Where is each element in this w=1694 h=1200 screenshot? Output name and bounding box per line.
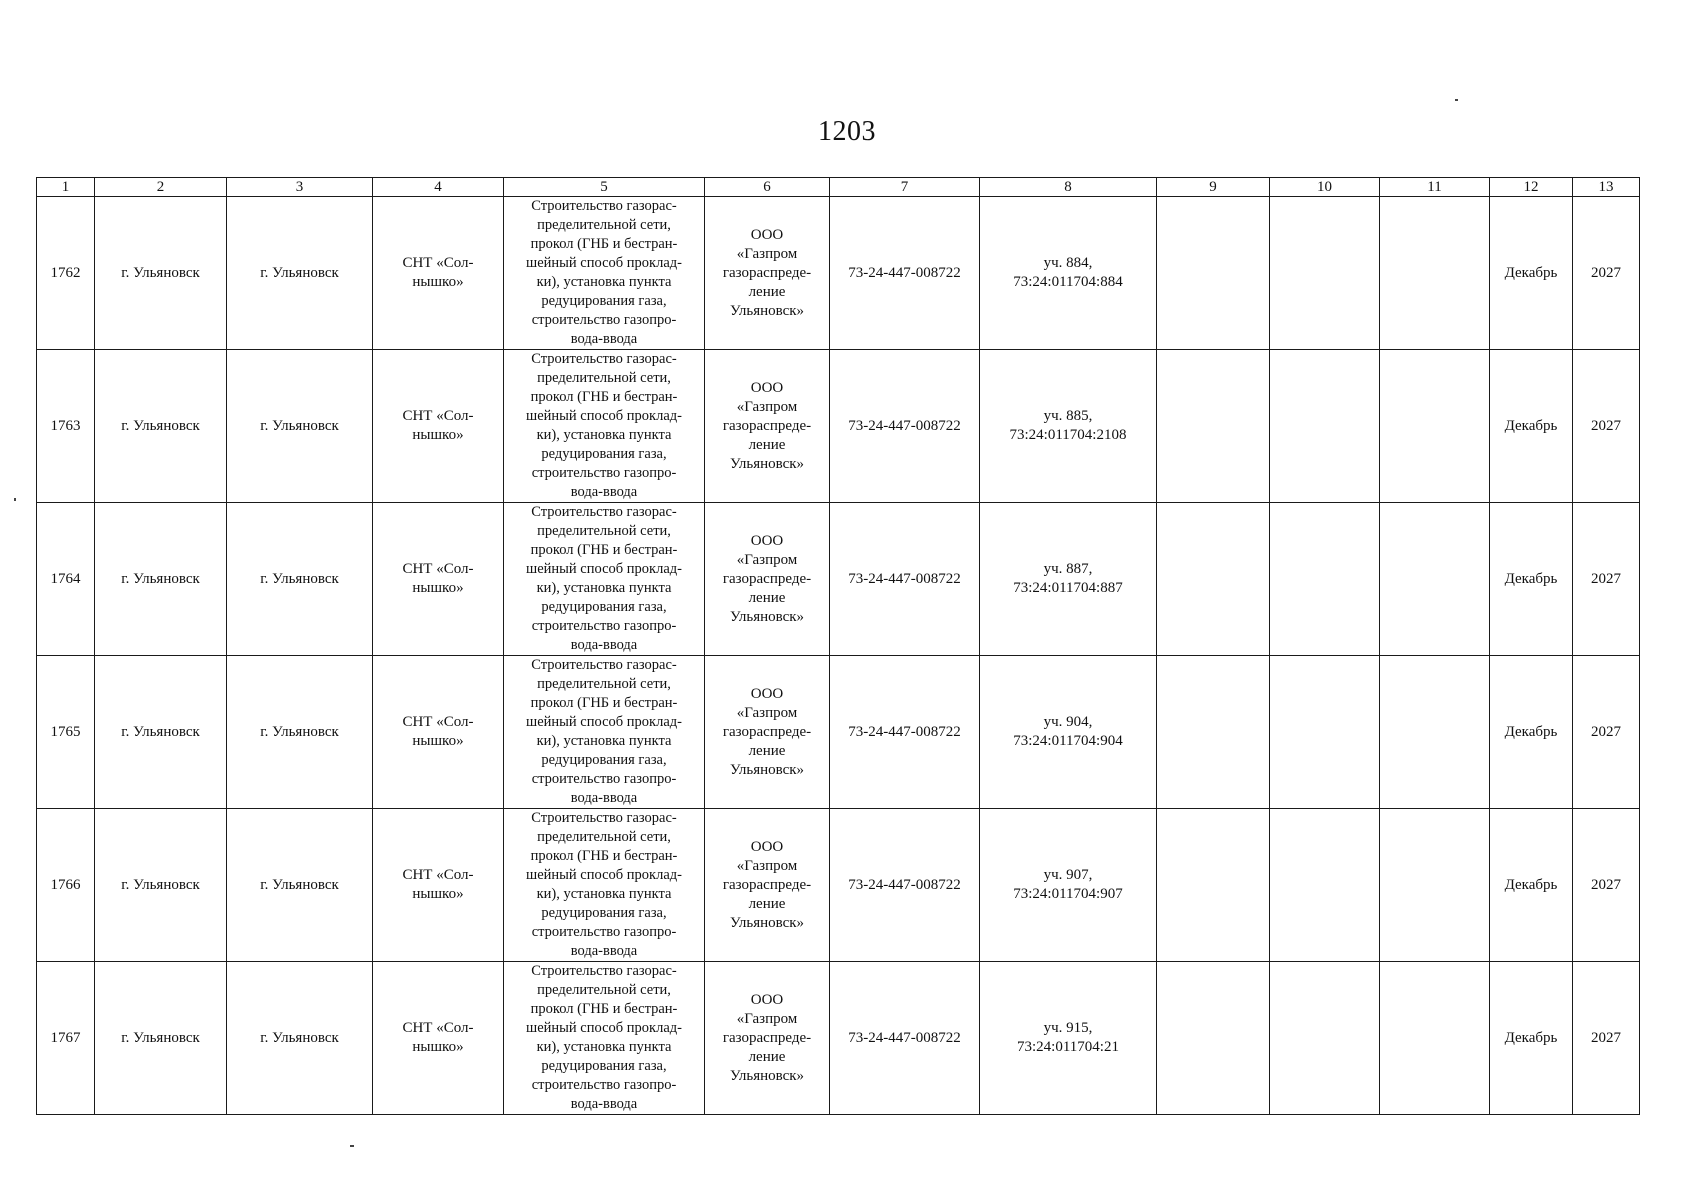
row-number-cell: 1762: [37, 197, 95, 350]
code-cell: 73-24-447-008722: [830, 962, 980, 1115]
column-10-cell: [1270, 350, 1380, 503]
plot-line: уч. 885,: [1043, 408, 1093, 424]
organization-cell: [705, 197, 830, 350]
month-cell: Декабрь: [1490, 350, 1573, 503]
description-line: шейный способ проклад-: [526, 408, 682, 424]
settlement-cell: г. Ульяновск: [227, 503, 373, 656]
plot-line: 73:24:011704:884: [1013, 274, 1123, 290]
plot-line: 73:24:011704:907: [1013, 886, 1123, 902]
city-cell: г. Ульяновск: [95, 809, 227, 962]
description-line: прокол (ГНБ и бестран-: [530, 236, 678, 252]
snt-cell: [373, 350, 504, 503]
organization-line: газораспреде-: [722, 723, 812, 740]
code-cell: 73-24-447-008722: [830, 350, 980, 503]
organization-line: Ульяновск»: [729, 608, 805, 625]
description-line: строительство газопро-: [531, 618, 677, 634]
description-line: вода-ввода: [570, 637, 638, 653]
snt-line: нышко»: [412, 886, 464, 902]
description-line: ки), установка пункта: [536, 733, 672, 749]
column-11-cell: [1380, 962, 1490, 1115]
table-row: [37, 962, 1640, 1115]
organization-line: ление: [748, 436, 786, 453]
description-line: шейный способ проклад-: [526, 714, 682, 730]
snt-cell: [373, 197, 504, 350]
organization-line: ление: [748, 1048, 786, 1065]
plot-cell: [980, 656, 1157, 809]
snt-cell: [373, 503, 504, 656]
organization-line: газораспреде-: [722, 417, 812, 434]
description-line: редуцирования газа,: [541, 1058, 667, 1074]
snt-cell: [373, 809, 504, 962]
description-line: ки), установка пункта: [536, 886, 672, 902]
description-line: пределительной сети,: [537, 982, 671, 998]
settlement-cell: г. Ульяновск: [227, 809, 373, 962]
description-line: строительство газопро-: [531, 771, 677, 787]
description-line: Строительство газорас-: [531, 198, 677, 214]
plot-line: 73:24:011704:887: [1013, 580, 1123, 596]
organization-line: газораспреде-: [722, 264, 812, 281]
city-cell: г. Ульяновск: [95, 656, 227, 809]
description-cell: [504, 656, 705, 809]
organization-line: Ульяновск»: [729, 914, 805, 931]
column-header: 3: [227, 178, 373, 197]
column-header: 5: [504, 178, 705, 197]
description-line: редуцирования газа,: [541, 293, 667, 309]
year-cell: 2027: [1573, 350, 1640, 503]
description-line: Строительство газорас-: [531, 504, 677, 520]
snt-line: нышко»: [412, 274, 464, 290]
plot-line: 73:24:011704:904: [1013, 733, 1123, 749]
organization-line: газораспреде-: [722, 1029, 812, 1046]
description-line: прокол (ГНБ и бестран-: [530, 1001, 678, 1017]
description-line: ки), установка пункта: [536, 580, 672, 596]
snt-line: СНТ «Сол-: [402, 714, 474, 730]
month-cell: Декабрь: [1490, 197, 1573, 350]
table-row: [37, 197, 1640, 350]
column-11-cell: [1380, 350, 1490, 503]
description-line: редуцирования газа,: [541, 446, 667, 462]
column-header: 9: [1157, 178, 1270, 197]
year-cell: 2027: [1573, 962, 1640, 1115]
description-line: ки), установка пункта: [536, 1039, 672, 1055]
column-9-cell: [1157, 503, 1270, 656]
column-header: 11: [1380, 178, 1490, 197]
organization-line: ООО: [750, 379, 784, 396]
table-row: [37, 350, 1640, 503]
code-cell: 73-24-447-008722: [830, 503, 980, 656]
description-line: вода-ввода: [570, 484, 638, 500]
plot-line: уч. 884,: [1043, 255, 1093, 271]
plot-line: 73:24:011704:21: [1017, 1039, 1119, 1055]
organization-line: Ульяновск»: [729, 1067, 805, 1084]
scan-speck: [14, 498, 16, 501]
settlement-cell: г. Ульяновск: [227, 197, 373, 350]
snt-line: нышко»: [412, 733, 464, 749]
description-line: шейный способ проклад-: [526, 255, 682, 271]
snt-cell: [373, 962, 504, 1115]
organization-line: «Газпром: [736, 245, 798, 262]
column-11-cell: [1380, 809, 1490, 962]
table-row: [37, 503, 1640, 656]
month-cell: Декабрь: [1490, 809, 1573, 962]
description-line: шейный способ проклад-: [526, 561, 682, 577]
organization-line: газораспреде-: [722, 570, 812, 587]
snt-cell: [373, 656, 504, 809]
row-number-cell: 1763: [37, 350, 95, 503]
column-header: 10: [1270, 178, 1380, 197]
year-cell: 2027: [1573, 656, 1640, 809]
description-cell: [504, 503, 705, 656]
scan-speck: [350, 1145, 354, 1147]
description-cell: [504, 962, 705, 1115]
plot-line: уч. 904,: [1043, 714, 1093, 730]
plot-cell: [980, 350, 1157, 503]
table-row: [37, 809, 1640, 962]
description-line: Строительство газорас-: [531, 657, 677, 673]
organization-line: ООО: [750, 532, 784, 549]
organization-line: «Газпром: [736, 398, 798, 415]
plot-cell: [980, 809, 1157, 962]
organization-line: ООО: [750, 685, 784, 702]
organization-line: ление: [748, 895, 786, 912]
description-cell: [504, 197, 705, 350]
column-10-cell: [1270, 503, 1380, 656]
column-header: 7: [830, 178, 980, 197]
snt-line: СНТ «Сол-: [402, 867, 474, 883]
plot-line: уч. 915,: [1043, 1020, 1093, 1036]
description-line: пределительной сети,: [537, 370, 671, 386]
row-number-cell: 1766: [37, 809, 95, 962]
description-line: редуцирования газа,: [541, 752, 667, 768]
month-cell: Декабрь: [1490, 962, 1573, 1115]
organization-line: ление: [748, 589, 786, 606]
organization-cell: [705, 962, 830, 1115]
register-body: [37, 197, 1640, 1115]
column-header: 8: [980, 178, 1157, 197]
organization-line: Ульяновск»: [729, 455, 805, 472]
year-cell: 2027: [1573, 809, 1640, 962]
column-9-cell: [1157, 962, 1270, 1115]
description-line: строительство газопро-: [531, 924, 677, 940]
city-cell: г. Ульяновск: [95, 503, 227, 656]
snt-line: нышко»: [412, 580, 464, 596]
scan-speck: [1455, 99, 1458, 101]
organization-cell: [705, 809, 830, 962]
description-line: пределительной сети,: [537, 676, 671, 692]
code-cell: 73-24-447-008722: [830, 197, 980, 350]
column-header: 6: [705, 178, 830, 197]
description-line: Строительство газорас-: [531, 351, 677, 367]
column-9-cell: [1157, 350, 1270, 503]
row-number-cell: 1764: [37, 503, 95, 656]
description-line: строительство газопро-: [531, 465, 677, 481]
plot-line: 73:24:011704:2108: [1009, 427, 1127, 443]
description-line: строительство газопро-: [531, 312, 677, 328]
year-cell: 2027: [1573, 503, 1640, 656]
organization-line: ООО: [750, 838, 784, 855]
column-header: 13: [1573, 178, 1640, 197]
snt-line: нышко»: [412, 1039, 464, 1055]
organization-line: газораспреде-: [722, 876, 812, 893]
table-row: [37, 656, 1640, 809]
description-line: пределительной сети,: [537, 217, 671, 233]
settlement-cell: г. Ульяновск: [227, 962, 373, 1115]
city-cell: г. Ульяновск: [95, 197, 227, 350]
description-cell: [504, 809, 705, 962]
organization-cell: [705, 656, 830, 809]
description-line: редуцирования газа,: [541, 905, 667, 921]
organization-line: «Газпром: [736, 857, 798, 874]
page-number: 1203: [818, 116, 876, 147]
description-line: вода-ввода: [570, 331, 638, 347]
city-cell: г. Ульяновск: [95, 962, 227, 1115]
column-9-cell: [1157, 197, 1270, 350]
snt-line: нышко»: [412, 427, 464, 443]
organization-line: «Газпром: [736, 551, 798, 568]
column-header: 1: [37, 178, 95, 197]
plot-cell: [980, 962, 1157, 1115]
description-line: ки), установка пункта: [536, 274, 672, 290]
description-line: вода-ввода: [570, 790, 638, 806]
month-cell: Декабрь: [1490, 656, 1573, 809]
description-line: пределительной сети,: [537, 829, 671, 845]
organization-line: ление: [748, 742, 786, 759]
plot-cell: [980, 503, 1157, 656]
snt-line: СНТ «Сол-: [402, 561, 474, 577]
description-line: прокол (ГНБ и бестран-: [530, 542, 678, 558]
month-cell: Декабрь: [1490, 503, 1573, 656]
organization-line: «Газпром: [736, 704, 798, 721]
organization-line: Ульяновск»: [729, 302, 805, 319]
row-number-cell: 1767: [37, 962, 95, 1115]
plot-cell: [980, 197, 1157, 350]
column-10-cell: [1270, 809, 1380, 962]
description-line: редуцирования газа,: [541, 599, 667, 615]
organization-line: Ульяновск»: [729, 761, 805, 778]
settlement-cell: г. Ульяновск: [227, 350, 373, 503]
description-line: шейный способ проклад-: [526, 867, 682, 883]
description-line: прокол (ГНБ и бестран-: [530, 389, 678, 405]
column-header: 12: [1490, 178, 1573, 197]
organization-line: ООО: [750, 226, 784, 243]
organization-cell: [705, 350, 830, 503]
description-line: пределительной сети,: [537, 523, 671, 539]
description-line: строительство газопро-: [531, 1077, 677, 1093]
column-11-cell: [1380, 656, 1490, 809]
column-10-cell: [1270, 656, 1380, 809]
description-line: прокол (ГНБ и бестран-: [530, 695, 678, 711]
description-line: шейный способ проклад-: [526, 1020, 682, 1036]
description-line: вода-ввода: [570, 1096, 638, 1112]
snt-line: СНТ «Сол-: [402, 255, 474, 271]
organization-line: «Газпром: [736, 1010, 798, 1027]
plot-line: уч. 907,: [1043, 867, 1093, 883]
snt-line: СНТ «Сол-: [402, 1020, 474, 1036]
code-cell: 73-24-447-008722: [830, 656, 980, 809]
register-table: [36, 177, 1640, 1115]
column-header: 2: [95, 178, 227, 197]
settlement-cell: г. Ульяновск: [227, 656, 373, 809]
column-11-cell: [1380, 197, 1490, 350]
code-cell: 73-24-447-008722: [830, 809, 980, 962]
city-cell: г. Ульяновск: [95, 350, 227, 503]
plot-line: уч. 887,: [1043, 561, 1093, 577]
organization-cell: [705, 503, 830, 656]
organization-line: ООО: [750, 991, 784, 1008]
row-number-cell: 1765: [37, 656, 95, 809]
year-cell: 2027: [1573, 197, 1640, 350]
column-number-row: [37, 178, 1640, 197]
description-line: Строительство газорас-: [531, 963, 677, 979]
description-cell: [504, 350, 705, 503]
column-9-cell: [1157, 809, 1270, 962]
description-line: ки), установка пункта: [536, 427, 672, 443]
column-10-cell: [1270, 962, 1380, 1115]
description-line: прокол (ГНБ и бестран-: [530, 848, 678, 864]
organization-line: ление: [748, 283, 786, 300]
description-line: вода-ввода: [570, 943, 638, 959]
snt-line: СНТ «Сол-: [402, 408, 474, 424]
column-11-cell: [1380, 503, 1490, 656]
description-line: Строительство газорас-: [531, 810, 677, 826]
column-header: 4: [373, 178, 504, 197]
column-9-cell: [1157, 656, 1270, 809]
column-10-cell: [1270, 197, 1380, 350]
